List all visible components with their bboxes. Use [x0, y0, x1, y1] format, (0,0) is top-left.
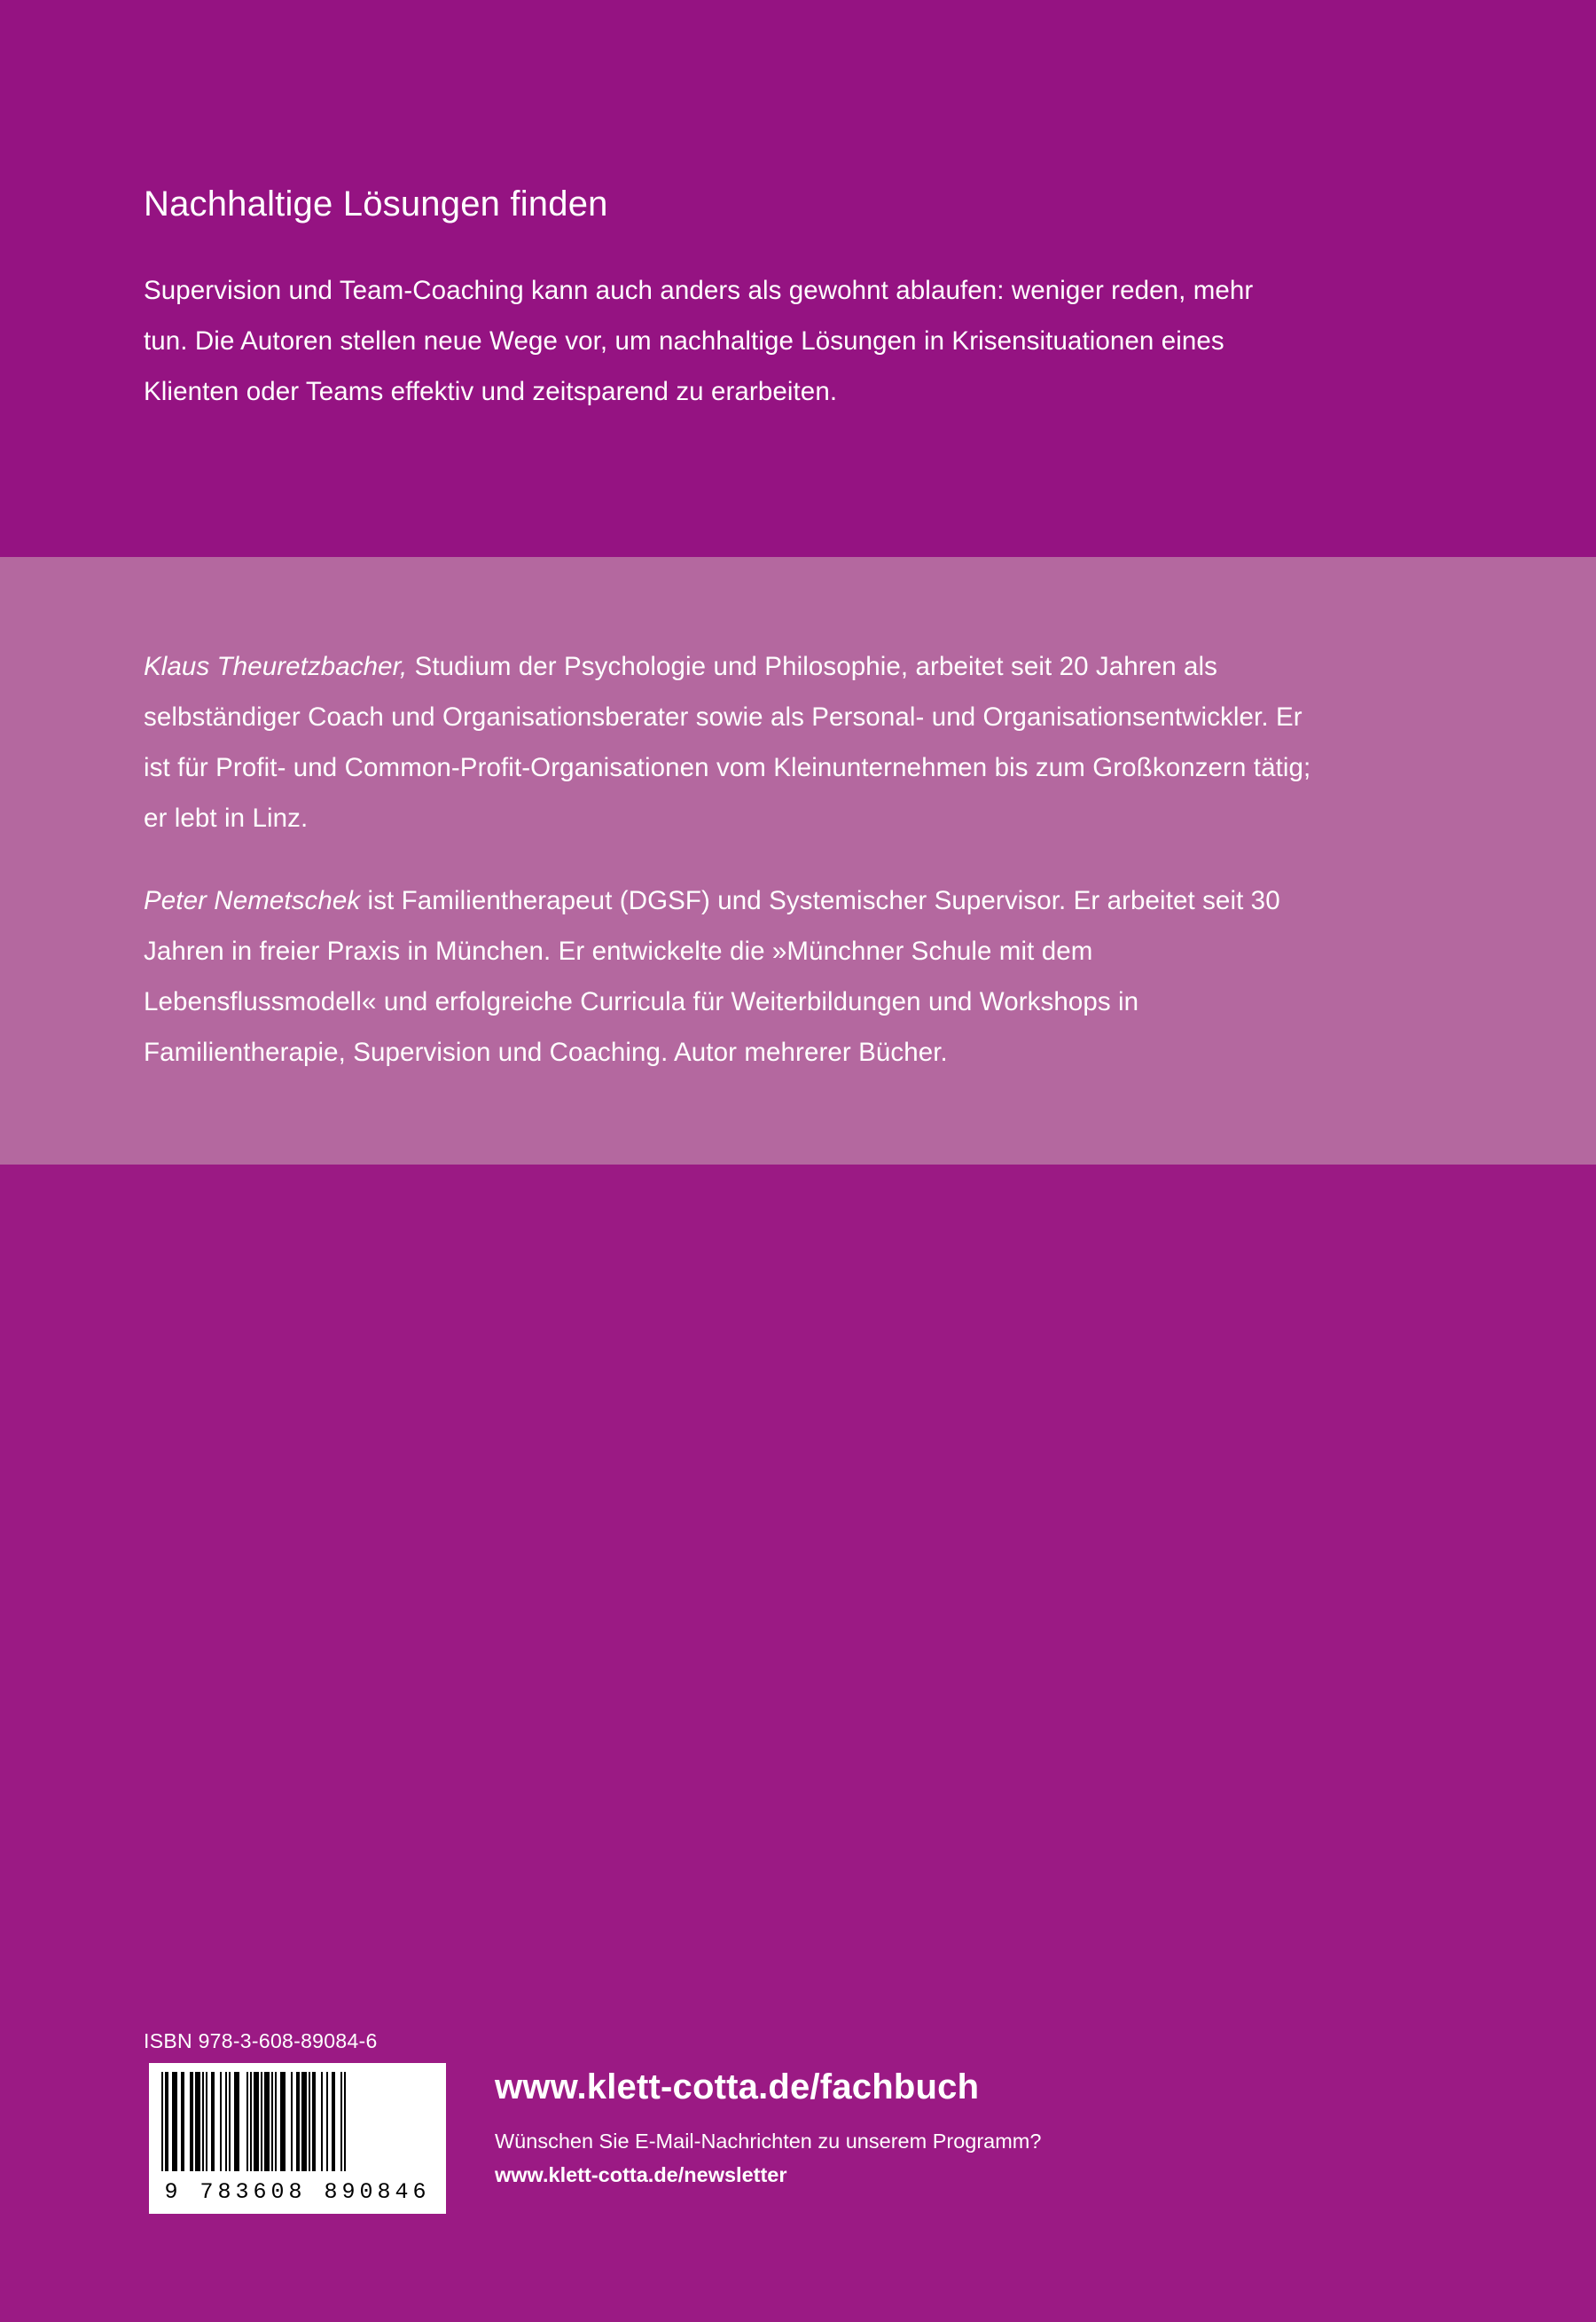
blurb-block: [144, 183, 1314, 417]
newsletter-url[interactable]: www.klett-cotta.de/newsletter: [495, 2163, 787, 2186]
publisher-url[interactable]: www.klett-cotta.de/fachbuch: [495, 2067, 980, 2106]
footer: [0, 2029, 1596, 2322]
blurb-band: [0, 0, 1596, 557]
publisher-block: [495, 2067, 1470, 2189]
author-bio-text-1: Studium der Psychologie und Philosophie, arbeitet seit 20 Jahren als selbständiger Coach und Organisationsberater sowie als Personal- und Organisationsentwickler. Er ist für Profit- und Common-Profit-Organisationen vom Kleinunternehmen bis zum Großkonzern tätig; er lebt in Linz.: [144, 652, 1311, 833]
author-bio-1: [144, 641, 1323, 843]
author-bio-2: [144, 875, 1323, 1078]
newsletter-question: Wünschen Sie E-Mail-Nachrichten zu unserem Programm?: [495, 2130, 1042, 2153]
author-name-1: Klaus Theuretzbacher,: [144, 652, 408, 681]
blurb-title: Nachhaltige Lösungen finden: [144, 184, 608, 224]
barcode-bars: [161, 2072, 434, 2171]
author-name-2: Peter Nemetschek: [144, 886, 361, 915]
authors-block: [144, 641, 1323, 1078]
author-bio-text-2: ist Familientherapeut (DGSF) und Systemischer Supervisor. Er arbeitet seit 30 Jahren in freier Praxis in München. Er entwickelte die »Münchner Schule mit dem Lebensflussmodell« und erfolgreiche Curricula für Weiterbildungen und Workshops in Familientherapie, Supervision und Coaching. Autor mehrerer Bücher.: [144, 886, 1280, 1067]
authors-band: [0, 557, 1596, 1165]
blurb-text: Supervision und Team-Coaching kann auch anders als gewohnt ablaufen: weniger reden, mehr tun. Die Autoren stellen neue Wege vor, um nachhaltige Lösungen in Krisensituationen eines Klienten oder Teams effektiv und zeitsparend zu erarbeiten.: [144, 276, 1254, 406]
barcode-digits: 9 783608 890846: [164, 2179, 431, 2205]
barcode-icon: [149, 2063, 446, 2214]
isbn-label: ISBN 978-3-608-89084-6: [144, 2029, 378, 2052]
